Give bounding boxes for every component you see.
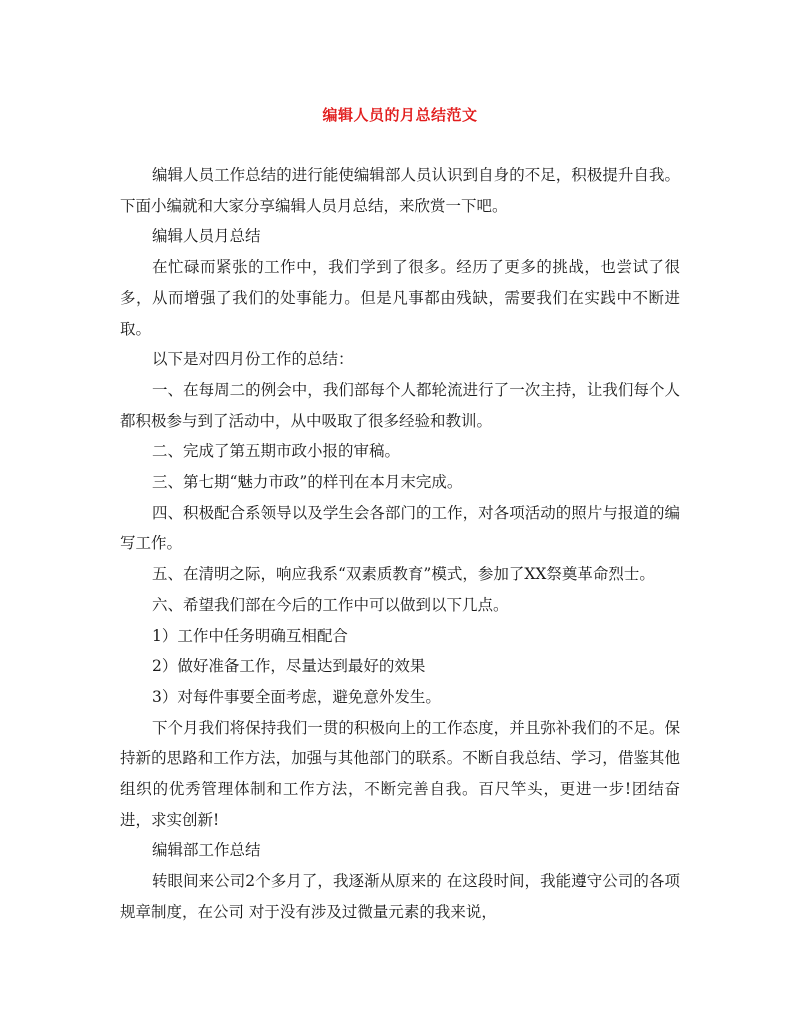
list-item-4: 四、积极配合系领导以及学生会各部门的工作，对各项活动的照片与报道的编写工作。	[120, 503, 680, 553]
document-body	[120, 160, 680, 928]
list-item-2: 二、完成了第五期市政小报的审稿。	[152, 442, 401, 461]
list-item-3: 三、第七期“魅力市政”的样刊在本月末完成。	[152, 473, 463, 492]
list-item-6: 六、希望我们部在今后的工作中可以做到以下几点。	[152, 595, 509, 614]
paragraph-intro: 编辑人员工作总结的进行能使编辑部人员认识到自身的不足，积极提升自我。下面小编就和大家分享编辑人员月总结，来欣赏一下吧。	[120, 166, 680, 215]
paragraph-overview: 在忙碌而紧张的工作中，我们学到了很多。经历了更多的挑战，也尝试了很多，从而增强了我们的处事能力。但是凡事都由残缺，需要我们在实践中不断进取。	[120, 258, 680, 338]
paragraph-next-month: 下个月我们将保持我们一贯的积极向上的工作态度，并且弥补我们的不足。保持新的思路和工作方法，加强与其他部门的联系。不断自我总结、学习，借鉴其他组织的优秀管理体制和工作方法，不断完善自我。百尺竿头，更进一步!团结奋进，求实创新!	[120, 718, 680, 829]
sub-item-1: 1）工作中任务明确互相配合	[152, 626, 348, 645]
list-item-5: 五、在清明之际，响应我系“双素质教育”模式，参加了XX祭奠革命烈士。	[152, 565, 655, 584]
paragraph-department: 转眼间来公司2个多月了，我逐渐从原来的 在这段时间，我能遵守公司的各项规章制度，在公司 对于没有涉及过微量元素的我来说，	[120, 872, 680, 921]
section-heading-department-summary: 编辑部工作总结	[152, 841, 261, 860]
list-item-1: 一、在每周二的例会中，我们部每个人都轮流进行了一次主持，让我们每个人都积极参与到了活动中，从中吸取了很多经验和教训。	[120, 380, 680, 430]
section-heading-monthly-summary: 编辑人员月总结	[152, 227, 261, 246]
sub-item-2: 2）做好准备工作，尽量达到最好的效果	[152, 657, 426, 676]
sub-item-3: 3）对每件事要全面考虑，避免意外发生。	[152, 687, 441, 706]
paragraph-april-intro: 以下是对四月份工作的总结：	[152, 350, 354, 369]
document-title: 编辑人员的月总结范文	[322, 106, 478, 124]
